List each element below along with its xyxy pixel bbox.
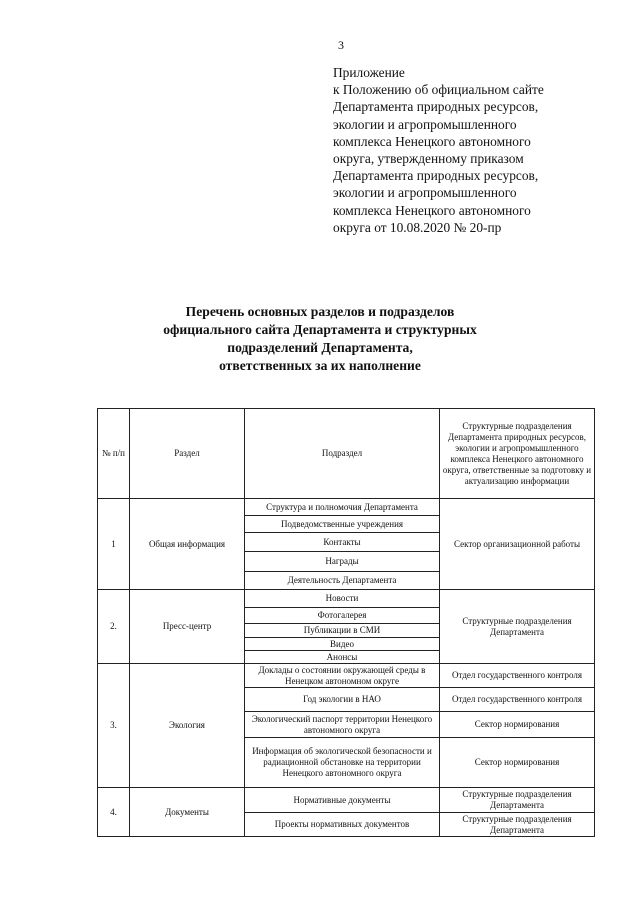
table-row	[98, 664, 595, 688]
appendix-line: Департамента природных ресурсов,	[333, 168, 539, 184]
subsection-cell: Деятельность Департамента	[245, 572, 440, 590]
appendix-block	[333, 64, 603, 236]
subsection-cell: Видео	[245, 638, 440, 651]
responsible-cell: Отдел государственного контроля	[440, 664, 595, 688]
section-name: Пресс-центр	[130, 590, 245, 664]
subsection-cell: Структура и полномочия Департамента	[245, 499, 440, 516]
subsection-cell: Анонсы	[245, 651, 440, 664]
appendix-line: к Положению об официальном сайте	[333, 82, 544, 98]
appendix-line: Департамента природных ресурсов,	[333, 99, 539, 115]
section-name: Документы	[130, 788, 245, 837]
header-section: Раздел	[130, 409, 245, 499]
appendix-line: экологии и агропромышленного	[333, 185, 517, 201]
responsible-cell: Структурные подразделения Департамента	[440, 788, 595, 813]
appendix-line: округа от 10.08.2020 № 20-пр	[333, 219, 502, 235]
subsection-cell: Проекты нормативных документов	[245, 813, 440, 837]
title-line: Перечень основных разделов и подразделов	[185, 304, 455, 319]
page-number: 3	[338, 38, 344, 52]
responsible-cell: Структурные подразделения Департамента	[440, 813, 595, 837]
title-line: официального сайта Департамента и структурных	[163, 322, 477, 337]
header-responsible: Структурные подразделения Департамента природных ресурсов, экологии и агропромышленного комплекса Ненецкого автономного округа, ответственные за подготовку и актуализацию информации	[440, 409, 595, 499]
section-name: Общая информация	[130, 499, 245, 590]
appendix-line: комплекса Ненецкого автономного	[333, 133, 531, 149]
appendix-line: округа, утвержденному приказом	[333, 151, 524, 167]
header-subsection: Подраздел	[245, 409, 440, 499]
subsection-cell: Нормативные документы	[245, 788, 440, 813]
table-row	[98, 499, 595, 516]
subsection-cell: Доклады о состоянии окружающей среды в Ненецком автономном округе	[245, 664, 440, 688]
table-row	[98, 788, 595, 813]
subsection-cell: Новости	[245, 590, 440, 608]
table-header-row	[98, 409, 595, 499]
appendix-line: Приложение	[333, 65, 405, 80]
title-line: подразделений Департамента,	[227, 340, 413, 355]
document-title	[100, 303, 540, 375]
responsible-cell: Сектор нормирования	[440, 738, 595, 788]
appendix-line: экологии и агропромышленного	[333, 116, 517, 132]
responsible-cell: Отдел государственного контроля	[440, 688, 595, 712]
subsection-cell: Экологический паспорт территории Ненецкого автономного округа	[245, 712, 440, 738]
row-num: 4.	[98, 788, 130, 837]
table-row	[98, 590, 595, 608]
header-num: № п/п	[98, 409, 130, 499]
row-num: 3.	[98, 664, 130, 788]
subsection-cell: Информация об экологической безопасности и радиационной обстановке на территории Ненецкого автономного округа	[245, 738, 440, 788]
subsection-cell: Контакты	[245, 533, 440, 552]
row-num: 2.	[98, 590, 130, 664]
subsection-cell: Год экологии в НАО	[245, 688, 440, 712]
subsection-cell: Публикации в СМИ	[245, 624, 440, 638]
row-num: 1	[98, 499, 130, 590]
responsible-cell: Сектор нормирования	[440, 712, 595, 738]
responsible-cell: Структурные подразделения Департамента	[440, 590, 595, 664]
responsible-cell: Сектор организационной работы	[440, 499, 595, 590]
title-line: ответственных за их наполнение	[219, 358, 421, 373]
section-name: Экология	[130, 664, 245, 788]
subsection-cell: Подведомственные учреждения	[245, 516, 440, 533]
appendix-line: комплекса Ненецкого автономного	[333, 202, 531, 218]
subsection-cell: Фотогалерея	[245, 608, 440, 624]
sections-table	[97, 408, 595, 837]
subsection-cell: Награды	[245, 552, 440, 572]
